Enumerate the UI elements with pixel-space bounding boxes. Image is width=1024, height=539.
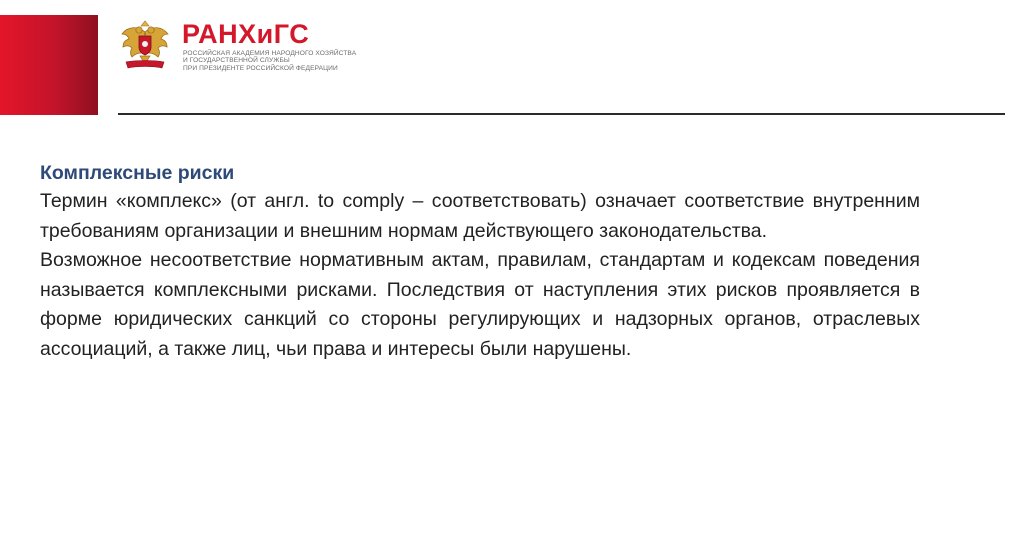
slide-paragraph: Возможное несоответствие нормативным актам, правилам, стандартам и кодексам поведения называется комплексными рисками. Последствия от наступления этих рисков проявляется в форме юридических санкций со стороны регулирующих и надзорных органов, отраслевых ассоциаций, а также лиц, чьи права и интересы были нарушены. [40,249,920,360]
logo-subtitle-line: И ГОСУДАРСТВЕННОЙ СЛУЖБЫ [183,57,290,65]
header-divider [118,113,1005,115]
logo-subtitle [183,50,356,72]
red-accent-bar [0,15,98,115]
slide-paragraph: Термин «комплекс» (от англ. to comply – соответствовать) означает соответствие внутренним требованиям организации и внешним нормам действующего законодательства. [40,190,920,242]
slide-heading: Комплексные риски [40,162,235,184]
logo-subtitle-line: РОССИЙСКАЯ АКАДЕМИЯ НАРОДНОГО ХОЗЯЙСТВА [183,50,357,57]
logo-name: РАНХиГС [182,19,310,49]
ranepa-logo [120,19,357,76]
slide-content [40,159,920,364]
double-headed-eagle-emblem-icon [120,20,170,72]
logo-subtitle-line: ПРИ ПРЕЗИДЕНТЕ РОССИЙСКОЙ ФЕДЕРАЦИИ [183,64,338,72]
